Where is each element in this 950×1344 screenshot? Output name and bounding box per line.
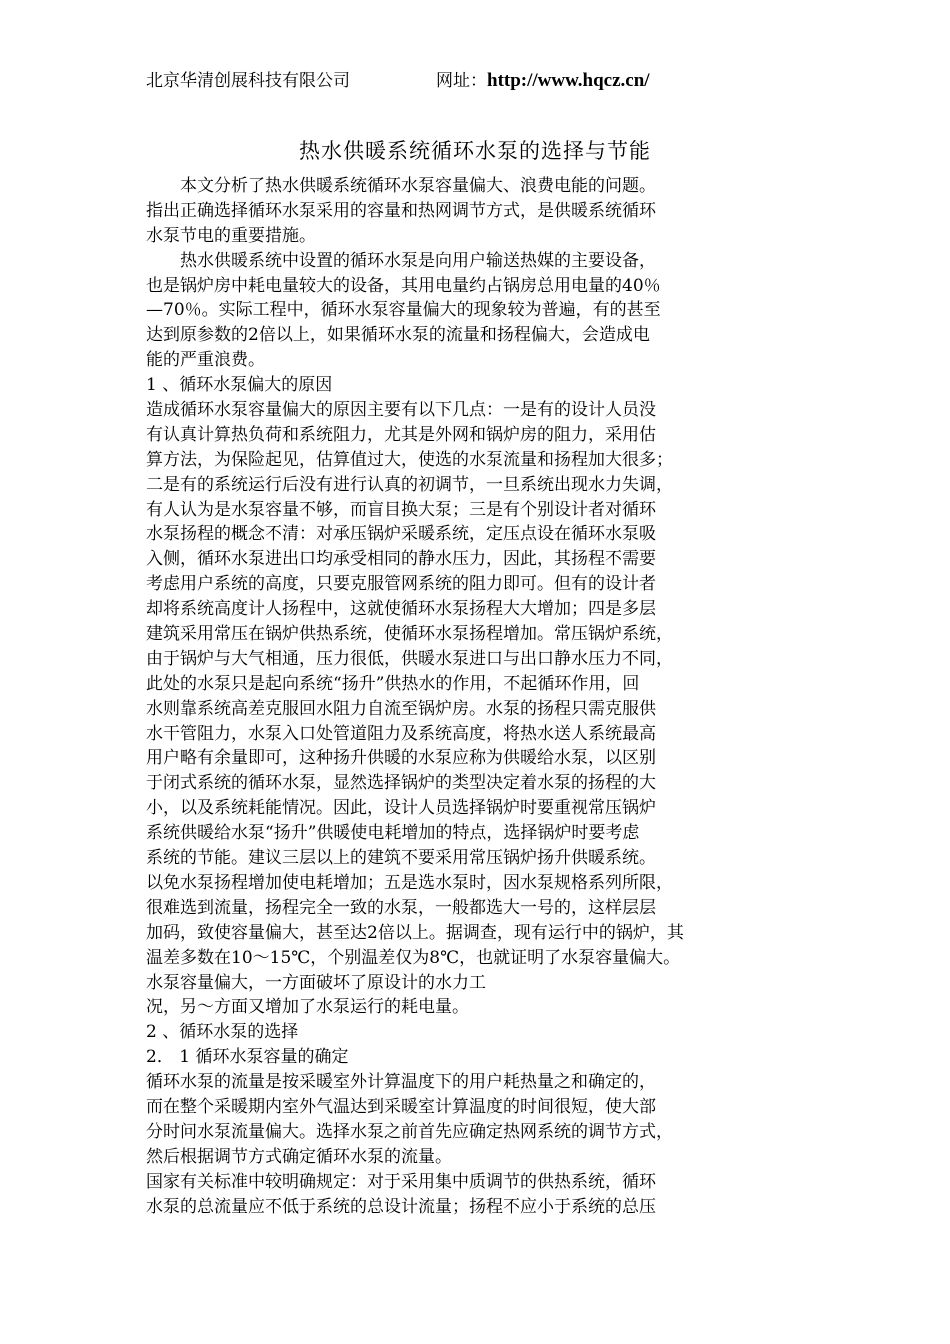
text-line: 建筑采用常压在锅炉供热系统，使循环水泵扬程增加。常压锅炉系统，	[146, 624, 673, 645]
text-line: 入侧，循环水泵进出口均承受相同的静水压力，因此，其扬程不需要	[146, 549, 656, 570]
text-line: 却将系统高度计人扬程中，这就使循环水泵扬程大大增加；四是多层	[146, 599, 656, 620]
text-line: 考虑用户系统的高度，只要克服管网系统的阻力即可。但有的设计者	[146, 574, 656, 595]
page-header	[146, 68, 826, 94]
subsection-heading: 2． 1 循环水泵容量的确定	[146, 1047, 349, 1068]
text-line: 很难选到流量，扬程完全一致的水泵，一般都选大一号的，这样层层	[146, 897, 656, 918]
text-line: 系统的节能。建议三层以上的建筑不要采用常压锅炉扬升供暖系统。	[146, 848, 656, 869]
text-line: 以免水泵扬程增加使电耗增加；五是选水泵时，因水泵规格系列所限，	[146, 872, 673, 893]
text-line: 有认真计算热负荷和系统阻力，尤其是外网和锅炉房的阻力，采用估	[146, 424, 656, 445]
text-line: 系统供暖给水泵“扬升”供暖使电耗增加的特点，选择锅炉时要考虑	[146, 823, 640, 844]
text-line: 此处的水泵只是起向系统“扬升”供热水的作用，不起循环作用，回	[146, 673, 640, 694]
website	[436, 68, 650, 94]
text-line: 热水供暖系统中设置的循环水泵是向用户输送热媒的主要设备，	[180, 250, 656, 271]
website-url[interactable]: http://www.hqcz.cn/	[487, 70, 650, 91]
text-line: 本文分析了热水供暖系统循环水泵容量偏大、浪费电能的问题。	[180, 176, 656, 196]
text-line: 水泵的总流量应不低于系统的总设计流量；扬程不应小于系统的总压	[146, 1196, 656, 1217]
text-line: 分时问水泵流量偏大。选择水泵之前首先应确定热网系统的调节方式，	[146, 1121, 673, 1142]
text-line: 于闭式系统的循环水泵，显然选择锅炉的类型决定着水泵的扬程的大	[146, 773, 656, 794]
website-label: 网址：	[436, 71, 487, 91]
text-line: 温差多数在10～15℃，个别温差仅为8℃，也就证明了水泵容量偏大。	[146, 947, 681, 968]
text-line: 指出正确选择循环水泵采用的容量和热网调节方式，是供暖系统循环	[146, 200, 656, 221]
text-line: 二是有的系统运行后没有进行认真的初调节，一旦系统出现水力失调，	[146, 474, 673, 495]
text-line: 也是锅炉房中耗电量较大的设备，其用电量约占锅房总用电量的40％	[146, 275, 661, 296]
text-line: 用户略有余量即可，这种扬升供暖的水泵应称为供暖给水泵，以区别	[146, 748, 656, 769]
text-line: 而在整个采暖期内室外气温达到采暖室计算温度的时间很短，使大部	[146, 1096, 656, 1117]
text-line: 况，另～方面又增加了水泵运行的耗电量。	[146, 997, 469, 1018]
text-line: —70％。实际工程中，循环水泵容量偏大的现象较为普遍，有的甚至	[146, 300, 661, 321]
text-line: 加码，致使容量偏大，甚至达2倍以上。据调查，现有运行中的锅炉，其	[146, 922, 684, 943]
document-title: 热水供暖系统循环水泵的选择与节能	[299, 139, 651, 163]
text-line: 水干管阻力，水泵入口处管道阻力及系统高度，将热水送人系统最高	[146, 723, 656, 744]
text-line: 达到原参数的2倍以上，如果循环水泵的流量和扬程偏大，会造成电	[146, 325, 650, 346]
text-line: 造成循环水泵容量偏大的原因主要有以下几点：一是有的设计人员没	[146, 400, 656, 421]
text-line: 国家有关标准中较明确规定：对于采用集中质调节的供热系统，循环	[146, 1171, 656, 1192]
document-body	[146, 174, 810, 1219]
text-line: 循环水泵的流量是按采暖室外计算温度下的用户耗热量之和确定的，	[146, 1072, 656, 1093]
text-line: 能的严重浪费。	[146, 350, 265, 371]
text-line: 水则靠系统高差克服回水阻力自流至锅炉房。水泵的扬程只需克服供	[146, 698, 656, 719]
text-line: 算方法，为保险起见，估算值过大，使选的水泵流量和扬程加大很多；	[146, 449, 673, 470]
section-heading: 1 、循环水泵偏大的原因	[146, 375, 333, 396]
company-name: 北京华清创展科技有限公司	[146, 71, 350, 91]
text-line: 小，以及系统耗能情况。因此，设计人员选择锅炉时要重视常压锅炉	[146, 798, 656, 819]
text-line: 水泵节电的重要措施。	[146, 225, 316, 246]
text-line: 然后根据调节方式确定循环水泵的流量。	[146, 1146, 452, 1167]
text-line: 有人认为是水泵容量不够，而盲目换大泵；三是有个别设计者对循环	[146, 499, 656, 520]
section-heading: 2 、循环水泵的选择	[146, 1022, 299, 1043]
text-line: 由于锅炉与大气相通，压力很低，供暖水泵进口与出口静水压力不同，	[146, 648, 673, 669]
text-line: 水泵容量偏大，一方面破坏了原设计的水力工	[146, 972, 486, 993]
text-line: 水泵扬程的概念不清：对承压锅炉采暖系统，定压点设在循环水泵吸	[146, 524, 656, 545]
